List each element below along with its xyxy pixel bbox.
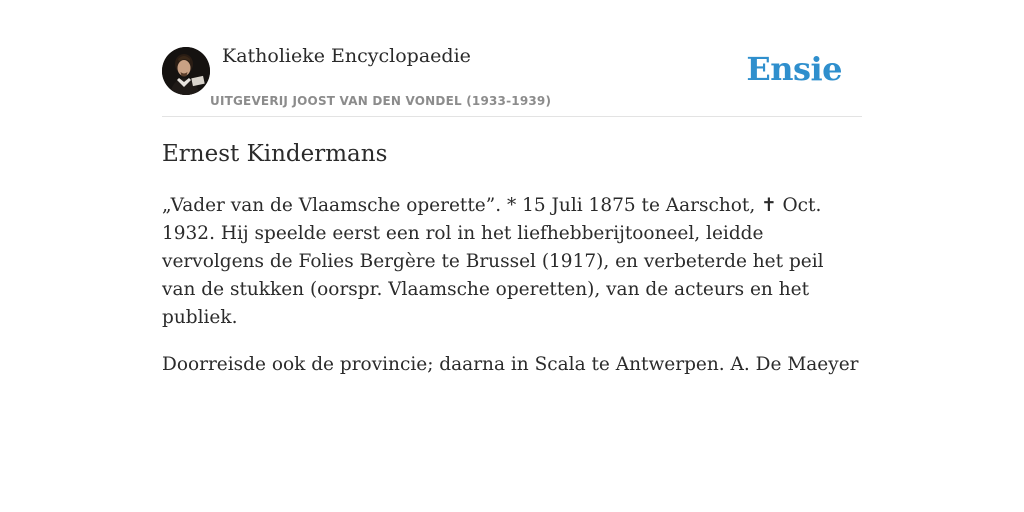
site-header [162,40,862,117]
article [162,138,862,379]
article-paragraph: Doorreisde ook de provincie; daarna in Scala te Antwerpen. A. De Maeyer [162,354,859,375]
portrait-avatar-icon[interactable] [162,47,210,95]
brand-logo[interactable]: Ensie [746,50,842,88]
article-title: Ernest Kindermans [162,141,388,167]
site-title[interactable]: Katholieke Encyclopaedie [222,45,471,67]
article-paragraph: „Vader van de Vlaamsche operette”. * 15 Juli 1875 te Aarschot, ✝ Oct. 1932. Hij speelde eerst een rol in het liefhebberijtooneel, leidde vervolgens de Folies Bergère te Brussel (1917), en verbeterde het peil van de stukken (oorspr. Vlaamsche operetten), van de acteurs en het publiek. [162,195,824,328]
publisher-subtitle: UITGEVERIJ JOOST VAN DEN VONDEL (1933-1939) [210,94,552,108]
